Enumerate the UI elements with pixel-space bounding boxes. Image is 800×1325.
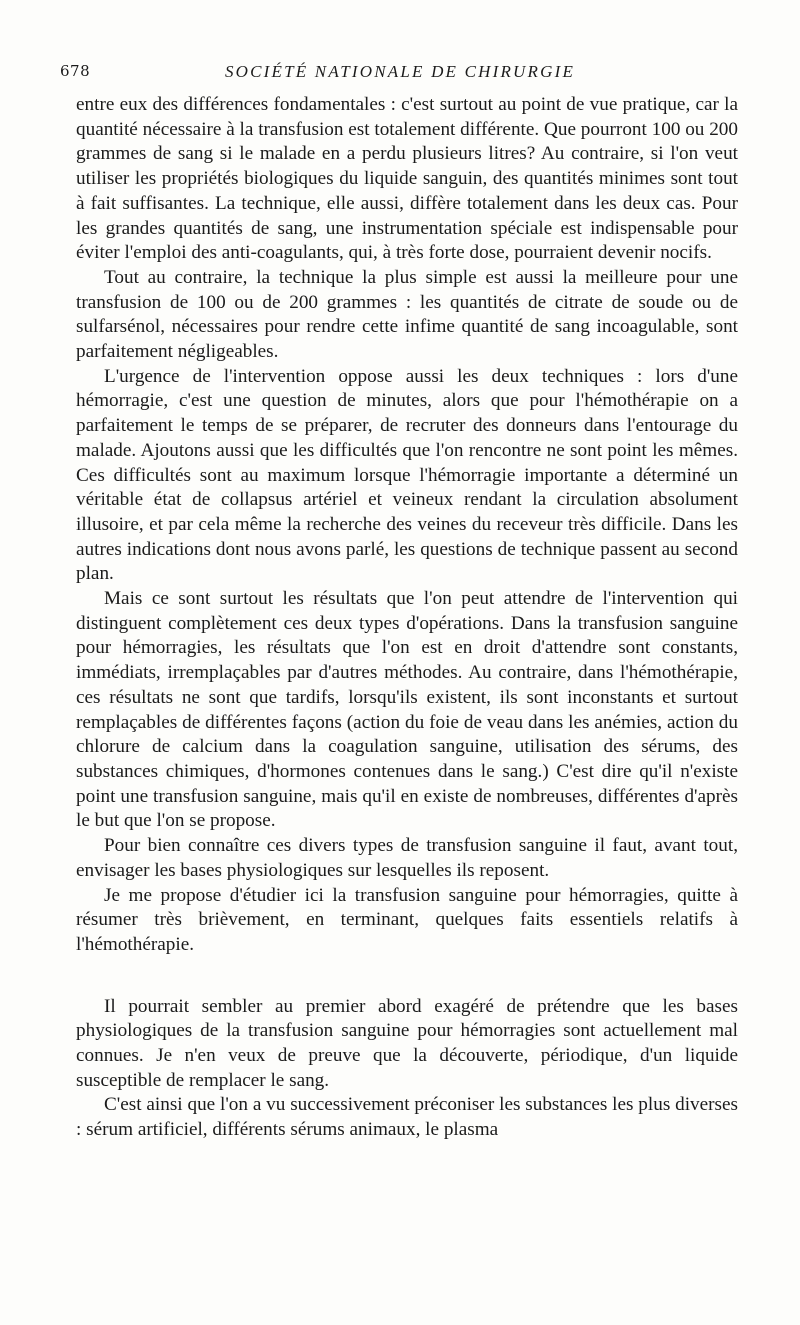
page-number: 678 <box>60 62 91 80</box>
body-text <box>76 93 738 1143</box>
paragraph: Il pourrait sembler au premier abord exagéré de prétendre que les bases physiologiques de la transfusion sanguine pour hémorragies sont actuellement mal connues. Je n'en veux de preuve que la découverte, périodique, d'un liquide susceptible de remplacer le sang. <box>76 995 738 1091</box>
paragraph: Tout au contraire, la technique la plus simple est aussi la meilleure pour une transfusion de 100 ou de 200 grammes : les quantités de citrate de soude ou de sulfarsénol, nécessaires pour rendre cette infime quantité de sang incoagulable, sont parfaitement négligeables. <box>76 266 738 363</box>
paragraph: L'urgence de l'intervention oppose aussi les deux techniques : lors d'une hémorragie, c'est une question de minutes, alors que pour l'hémothérapie on a parfaitement le temps de se préparer, de recruter des donneurs dans l'entourage du malade. Ajoutons aussi que les difficultés que l'on rencontre ne sont point les mêmes. Ces difficultés sont au maximum lorsque l'hémorragie importante a déterminé un véritable état de collapsus artériel et veineux rendant la circulation absolument illusoire, et par cela même la recherche des veines du receveur très difficile. Dans les autres indications dont nous avons parlé, les questions de technique passent au second plan. <box>76 365 738 585</box>
running-header <box>60 62 740 84</box>
section-break <box>76 958 738 995</box>
paragraph: entre eux des différences fondamentales : c'est surtout au point de vue pratique, car la quantité nécessaire à la transfusion est totalement différente. Que pourront 100 ou 200 grammes de sang si le malade en a perdu plusieurs litres? Au contraire, si l'on veut utiliser les propriétés biologiques du liquide sanguin, des quantités minimes sont tout à fait suffisantes. La technique, elle aussi, diffère totalement dans les deux cas. Pour les grandes quantités de sang, une instrumentation spéciale est indispensable pour éviter l'emploi des anti-coagulants, qui, à très forte dose, pourraient devenir nocifs. <box>76 94 738 264</box>
paragraph: Pour bien connaître ces divers types de transfusion sanguine il faut, avant tout, envisager les bases physiologiques sur lesquelles ils reposent. <box>76 835 738 881</box>
journal-title: SOCIÉTÉ NATIONALE DE CHIRURGIE <box>224 62 576 81</box>
paragraph: Mais ce sont surtout les résultats que l'on peut attendre de l'intervention qui distinguent complètement ces deux types d'opérations. Dans la transfusion sanguine pour hémorragies, les résultats que l'on est en droit d'attendre sont constants, immédiats, irremplaçables par d'autres méthodes. Au contraire, dans l'hémothérapie, ces résultats ne sont que tardifs, lorsqu'ils existent, ils sont inconstants et surtout remplaçables de différentes façons (action du foie de veau dans les anémies, action du chlorure de calcium dans la coagulation sanguine, utilisation des sérums, des substances chimiques, d'hormones contenues dans le sang.) C'est dire qu'il n'existe point une transfusion sanguine, mais qu'il en existe de nombreuses, différentes d'après le but que l'on se propose. <box>76 588 738 832</box>
paragraph: C'est ainsi que l'on a vu successivement préconiser les substances les plus diverses : sérum artificiel, différents sérums animaux, le plasma <box>76 1094 738 1141</box>
paragraph: Je me propose d'étudier ici la transfusion sanguine pour hémorragies, quitte à résumer très brièvement, en terminant, quelques faits essentiels relatifs à l'hémothérapie. <box>76 884 738 955</box>
